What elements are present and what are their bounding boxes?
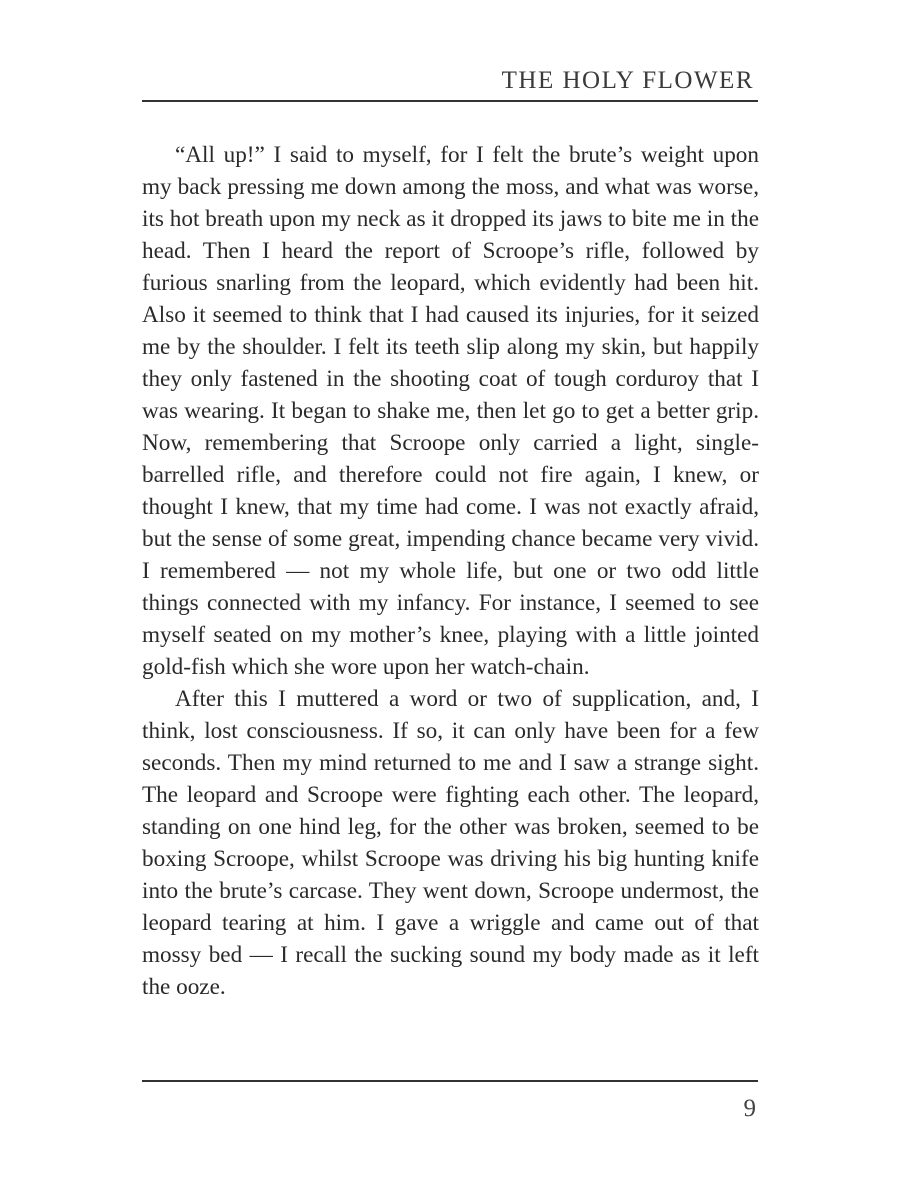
page-number: 9 bbox=[743, 1095, 756, 1122]
running-head-title: THE HOLY FLOWER bbox=[501, 67, 754, 94]
body-text bbox=[142, 139, 759, 1003]
paragraph: After this I muttered a word or two of supplication, and, I think, lost consciousness. If so, it can only have been for a few seconds. Then my mind returned to me and I saw a strange sight. The leopard and Scroope were fighting each other. The leopard, standing on one hind leg, for the other was broken, seemed to be boxing Scroope, whilst Scroope was driving his big hunting knife into the brute’s carcase. They went down, Scroope undermost, the leopard tearing at him. I gave a wriggle and came out of that mossy bed — I recall the sucking sound my body made as it left the ooze. bbox=[142, 686, 759, 1000]
footer-rule bbox=[142, 1080, 758, 1082]
paragraph: “All up!” I said to myself, for I felt the brute’s weight upon my back pressing me down among the moss, and what was worse, its hot breath upon my neck as it dropped its jaws to bite me in the head. Then I heard the report of Scroope’s rifle, followed by furious snarling from the leopard, which evidently had been hit. Also it seemed to think that I had caused its injuries, for it seized me by the shoulder. I felt its teeth slip along my skin, but happily they only fastened in the shooting coat of tough corduroy that I was wearing. It began to shake me, then let go to get a better grip. Now, remembering that Scroope only carried a light, single-barrelled rifle, and therefore could not fire again, I knew, or thought I knew, that my time had come. I was not exactly afraid, but the sense of some great, impending chance became very vivid. I remembered — not my whole life, but one or two odd little things connected with my infancy. For instance, I seemed to see myself seated on my mother’s knee, playing with a little jointed gold-fish which she wore upon her watch-chain. bbox=[142, 142, 759, 680]
header-rule bbox=[142, 100, 758, 102]
